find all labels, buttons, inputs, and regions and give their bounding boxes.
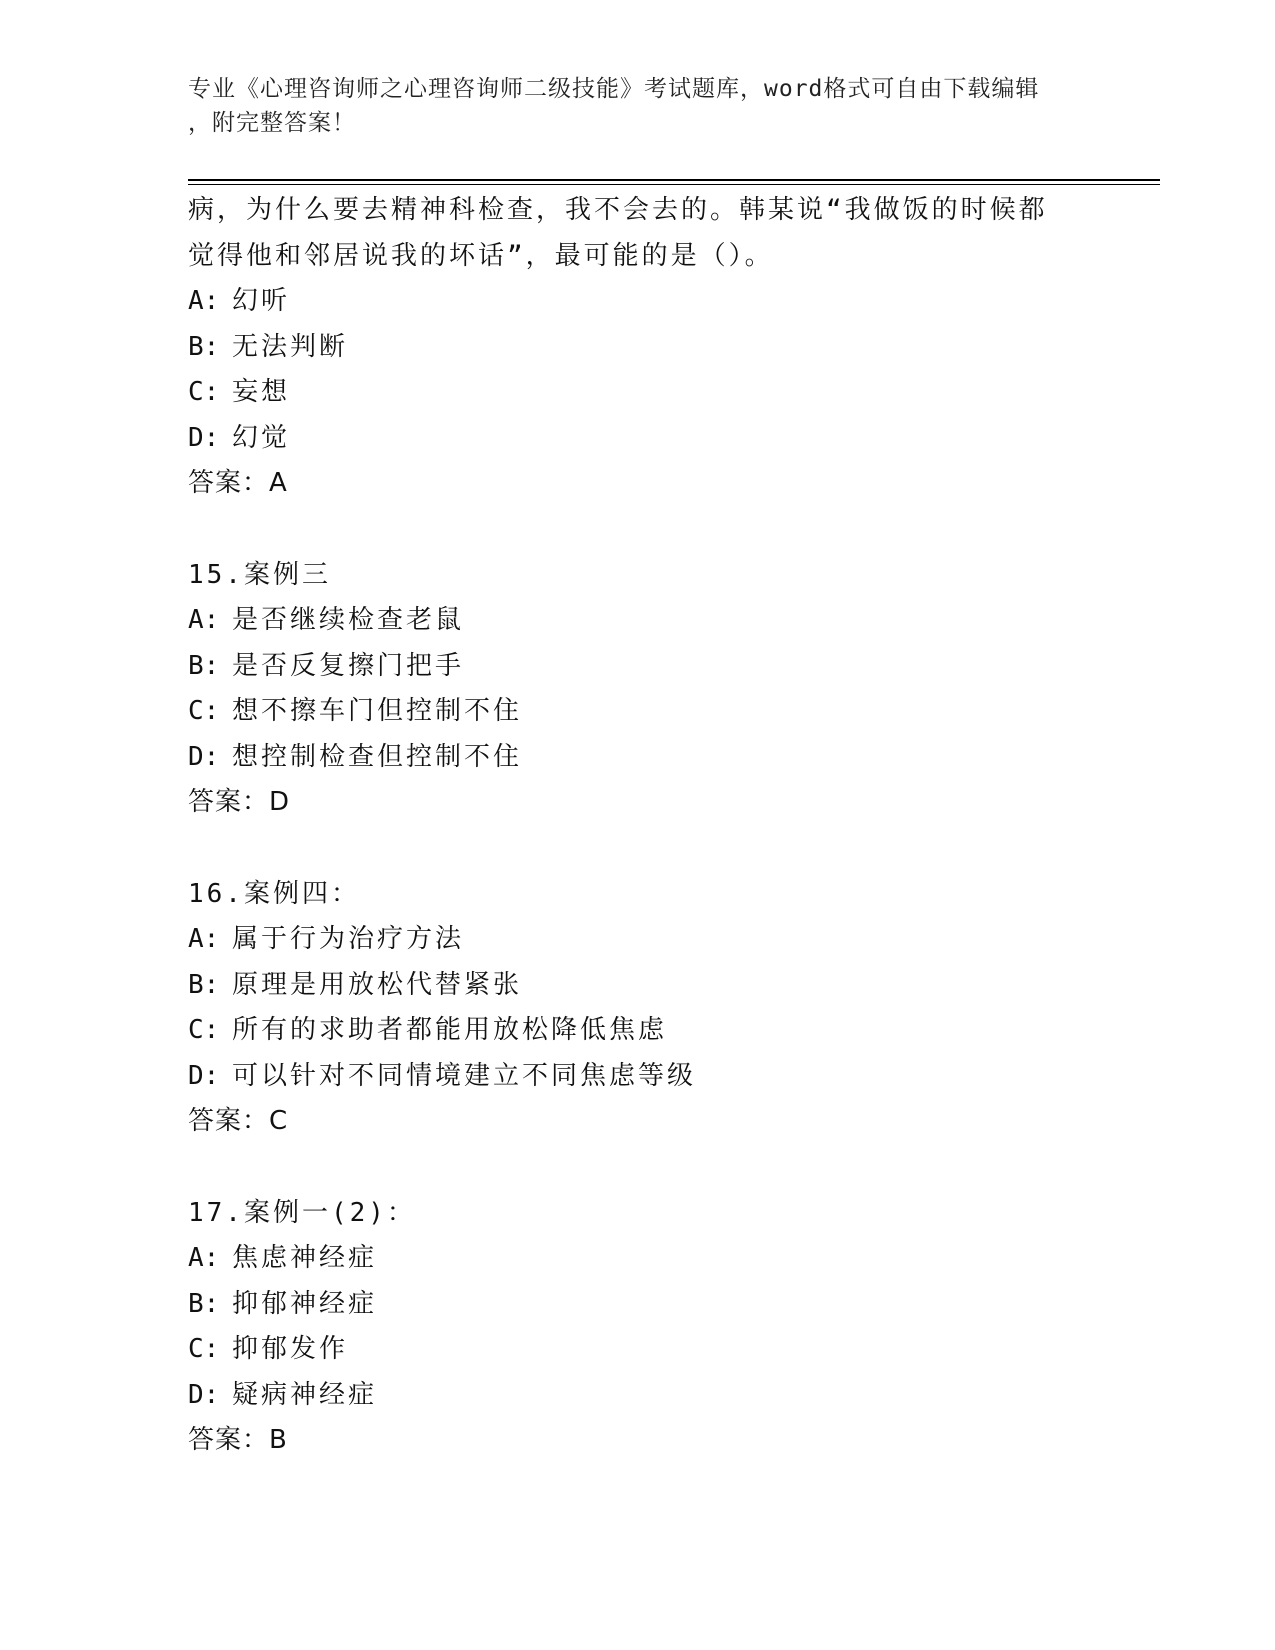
option-key: D: <box>188 1379 220 1410</box>
option-key: D: <box>188 741 220 772</box>
option-a <box>188 917 1088 963</box>
option-text: 可以针对不同情境建立不同焦虑等级 <box>232 1060 697 1091</box>
option-key: B: <box>188 1288 220 1319</box>
option-key: A: <box>188 286 220 316</box>
option-text: 幻觉 <box>232 422 291 453</box>
option-text: 抑郁神经症 <box>232 1288 378 1319</box>
option-text: 原理是用放松代替紧张 <box>232 969 523 1000</box>
option-text: 抑郁发作 <box>232 1334 349 1364</box>
spacer <box>188 507 1088 553</box>
option-text: 无法判断 <box>232 331 349 362</box>
option-text: 焦虑神经症 <box>232 1243 378 1273</box>
option-key: A: <box>188 605 220 635</box>
option-text: 妄想 <box>232 377 291 407</box>
option-c <box>188 370 1088 416</box>
spacer <box>188 1145 1088 1191</box>
option-key: B: <box>188 650 220 681</box>
answer-line: 答案：B <box>188 1425 288 1455</box>
option-c <box>188 1008 1088 1054</box>
option-key: D: <box>188 422 220 453</box>
answer-line: 答案：A <box>188 468 288 498</box>
option-a <box>188 279 1088 325</box>
question-block-continued <box>188 188 1088 507</box>
header-divider-thin <box>188 184 1160 185</box>
option-b <box>188 325 1088 371</box>
option-b <box>188 963 1088 1009</box>
option-text: 是否继续检查老鼠 <box>232 605 465 635</box>
question-list <box>188 188 1088 1464</box>
option-a <box>188 1236 1088 1282</box>
option-text: 幻听 <box>232 286 291 316</box>
header-divider-thick <box>188 179 1160 181</box>
option-key: C: <box>188 1334 220 1364</box>
option-d <box>188 1373 1088 1419</box>
option-text: 所有的求助者都能用放松降低焦虑 <box>232 1015 668 1045</box>
option-a <box>188 598 1088 644</box>
question-text-line: 觉得他和邻居说我的坏话”，最可能的是（）。 <box>188 240 774 271</box>
option-key: A: <box>188 1243 220 1273</box>
option-key: B: <box>188 969 220 1000</box>
option-c <box>188 1327 1088 1373</box>
option-text: 疑病神经症 <box>232 1379 378 1410</box>
option-b <box>188 1282 1088 1328</box>
question-block-15 <box>188 553 1088 826</box>
question-text-line: 病，为什么要去精神科检查，我不会去的。韩某说“我做饭的时候都 <box>188 195 1048 225</box>
document-header <box>188 72 1068 140</box>
question-title: 15.案例三 <box>188 559 331 590</box>
question-block-17 <box>188 1191 1088 1464</box>
option-d <box>188 1054 1088 1100</box>
option-text: 属于行为治疗方法 <box>232 924 465 954</box>
option-text: 是否反复擦门把手 <box>232 650 465 681</box>
option-key: C: <box>188 1015 220 1045</box>
option-key: D: <box>188 1060 220 1091</box>
option-key: C: <box>188 696 220 726</box>
answer-line: 答案：D <box>188 787 291 817</box>
option-text: 想不擦车门但控制不住 <box>232 696 523 726</box>
header-line-2: ，附完整答案！ <box>188 110 356 136</box>
option-key: A: <box>188 924 220 954</box>
question-block-16 <box>188 872 1088 1145</box>
option-b <box>188 644 1088 690</box>
option-c <box>188 689 1088 735</box>
option-key: C: <box>188 377 220 407</box>
option-d <box>188 416 1088 462</box>
option-d <box>188 735 1088 781</box>
option-key: B: <box>188 331 220 362</box>
answer-line: 答案：C <box>188 1106 289 1136</box>
question-title: 17.案例一(2)： <box>188 1197 416 1228</box>
question-title: 16.案例四： <box>188 878 360 909</box>
spacer <box>188 826 1088 872</box>
header-line-1: 专业《心理咨询师之心理咨询师二级技能》考试题库，word格式可自由下载编辑 <box>188 76 1040 102</box>
option-text: 想控制检查但控制不住 <box>232 741 523 772</box>
